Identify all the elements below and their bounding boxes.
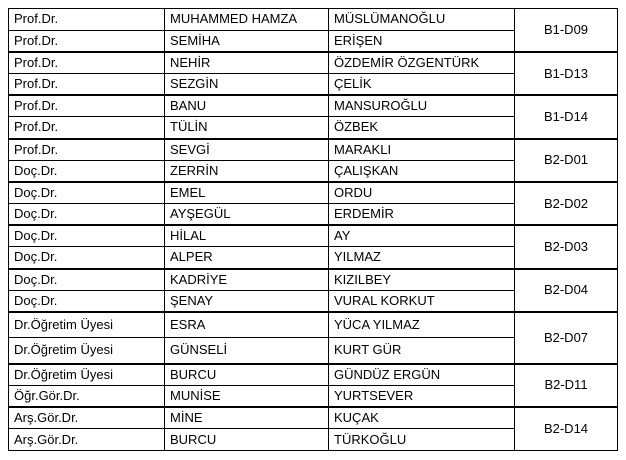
title-cell: Prof.Dr. [9, 9, 165, 31]
first-name-cell: ALPER [165, 247, 329, 269]
last-name-cell: MARAKLI [329, 139, 515, 161]
room-cell: B1-D14 [515, 95, 618, 138]
last-name-cell: MÜSLÜMANOĞLU [329, 9, 515, 31]
first-name-cell: EMEL [165, 182, 329, 204]
last-name-cell: AY [329, 225, 515, 247]
last-name-cell: ERİŞEN [329, 30, 515, 52]
title-cell: Dr.Öğretim Üyesi [9, 312, 165, 338]
room-cell: B1-D13 [515, 52, 618, 95]
title-cell: Öğr.Gör.Dr. [9, 385, 165, 407]
last-name-cell: ERDEMİR [329, 204, 515, 226]
title-cell: Prof.Dr. [9, 117, 165, 139]
title-cell: Prof.Dr. [9, 139, 165, 161]
first-name-cell: BURCU [165, 364, 329, 386]
last-name-cell: YILMAZ [329, 247, 515, 269]
first-name-cell: SEZGİN [165, 74, 329, 96]
table-row [9, 225, 618, 247]
title-cell: Prof.Dr. [9, 30, 165, 52]
last-name-cell: GÜNDÜZ ERGÜN [329, 364, 515, 386]
title-cell: Doç.Dr. [9, 247, 165, 269]
table-row [9, 269, 618, 291]
last-name-cell: MANSUROĞLU [329, 95, 515, 117]
last-name-cell: ÖZBEK [329, 117, 515, 139]
title-cell: Doç.Dr. [9, 269, 165, 291]
first-name-cell: NEHİR [165, 52, 329, 74]
first-name-cell: BANU [165, 95, 329, 117]
title-cell: Doç.Dr. [9, 160, 165, 182]
last-name-cell: VURAL KORKUT [329, 290, 515, 312]
first-name-cell: SEMİHA [165, 30, 329, 52]
title-cell: Doç.Dr. [9, 204, 165, 226]
first-name-cell: TÜLİN [165, 117, 329, 139]
room-cell: B2-D03 [515, 225, 618, 268]
table-row [9, 312, 618, 338]
title-cell: Doç.Dr. [9, 225, 165, 247]
first-name-cell: MUNİSE [165, 385, 329, 407]
room-cell: B2-D01 [515, 139, 618, 182]
table-row [9, 52, 618, 74]
first-name-cell: ESRA [165, 312, 329, 338]
title-cell: Arş.Gör.Dr. [9, 407, 165, 429]
title-cell: Doç.Dr. [9, 182, 165, 204]
first-name-cell: SEVGİ [165, 139, 329, 161]
table-row [9, 407, 618, 429]
last-name-cell: YURTSEVER [329, 385, 515, 407]
first-name-cell: MİNE [165, 407, 329, 429]
staff-room-table [8, 8, 618, 451]
title-cell: Dr.Öğretim Üyesi [9, 364, 165, 386]
last-name-cell: KURT GÜR [329, 338, 515, 364]
staff-room-sheet [8, 8, 617, 451]
last-name-cell: ÖZDEMİR ÖZGENTÜRK [329, 52, 515, 74]
room-cell: B2-D14 [515, 407, 618, 451]
table-row [9, 364, 618, 386]
table-row [9, 182, 618, 204]
table-row [9, 139, 618, 161]
first-name-cell: HİLAL [165, 225, 329, 247]
room-cell: B2-D07 [515, 312, 618, 364]
first-name-cell: KADRİYE [165, 269, 329, 291]
last-name-cell: ÇELİK [329, 74, 515, 96]
title-cell: Dr.Öğretim Üyesi [9, 338, 165, 364]
table-row [9, 9, 618, 31]
last-name-cell: KUÇAK [329, 407, 515, 429]
first-name-cell: AYŞEGÜL [165, 204, 329, 226]
title-cell: Prof.Dr. [9, 95, 165, 117]
first-name-cell: ŞENAY [165, 290, 329, 312]
title-cell: Doç.Dr. [9, 290, 165, 312]
first-name-cell: MUHAMMED HAMZA [165, 9, 329, 31]
last-name-cell: KIZILBEY [329, 269, 515, 291]
table-row [9, 95, 618, 117]
title-cell: Prof.Dr. [9, 52, 165, 74]
room-cell: B2-D02 [515, 182, 618, 225]
title-cell: Prof.Dr. [9, 74, 165, 96]
last-name-cell: YÜCA YILMAZ [329, 312, 515, 338]
room-cell: B1-D09 [515, 9, 618, 52]
title-cell: Arş.Gör.Dr. [9, 429, 165, 451]
first-name-cell: BURCU [165, 429, 329, 451]
first-name-cell: GÜNSELİ [165, 338, 329, 364]
room-cell: B2-D04 [515, 269, 618, 312]
first-name-cell: ZERRİN [165, 160, 329, 182]
room-cell: B2-D11 [515, 364, 618, 407]
last-name-cell: ÇALIŞKAN [329, 160, 515, 182]
staff-room-table-body [9, 9, 618, 451]
last-name-cell: TÜRKOĞLU [329, 429, 515, 451]
last-name-cell: ORDU [329, 182, 515, 204]
